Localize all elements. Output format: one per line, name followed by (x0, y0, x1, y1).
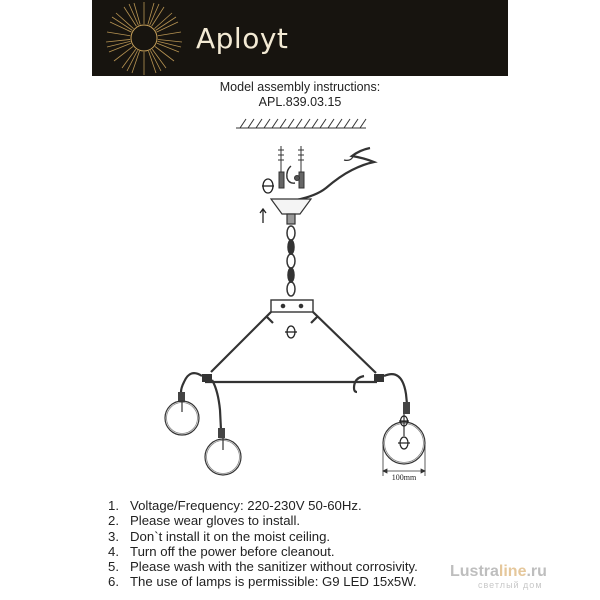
page-title: Model assembly instructions: (219, 80, 381, 94)
suspension-chain (287, 226, 295, 296)
dimension-line (383, 445, 425, 476)
instructions-list (108, 498, 418, 590)
model-number: APL.839.03.15 (258, 95, 342, 109)
dimension-label: 100mm (391, 473, 417, 482)
list-item: 4. Turn off the power before cleanout. (108, 543, 335, 559)
ceiling-hatch (236, 119, 366, 128)
watermark-brand: Lustraline.ru (450, 563, 547, 580)
top-crossbar (271, 300, 313, 312)
brand-name: Aployt (196, 22, 289, 55)
frame-arms (205, 312, 377, 382)
list-item: 6. The use of lamps is permissible: G9 LED 15x5W. (108, 574, 417, 590)
lamp-sockets (178, 392, 410, 438)
ceiling-canopy (271, 199, 311, 224)
mounting-screws (278, 146, 304, 188)
watermark-tagline: светлый дом (478, 580, 543, 590)
watermark (450, 563, 547, 590)
list-item: 3. Don`t install it on the moist ceiling. (108, 528, 331, 544)
glass-globes (165, 401, 425, 475)
list-item: 2. Please wear gloves to install. (108, 513, 301, 529)
list-item: 5. Please wash with the sanitizer without corrosivity. (108, 559, 418, 575)
list-item: 1. Voltage/Frequency: 220-230V 50-60Hz. (108, 498, 362, 513)
power-wire (296, 148, 374, 200)
